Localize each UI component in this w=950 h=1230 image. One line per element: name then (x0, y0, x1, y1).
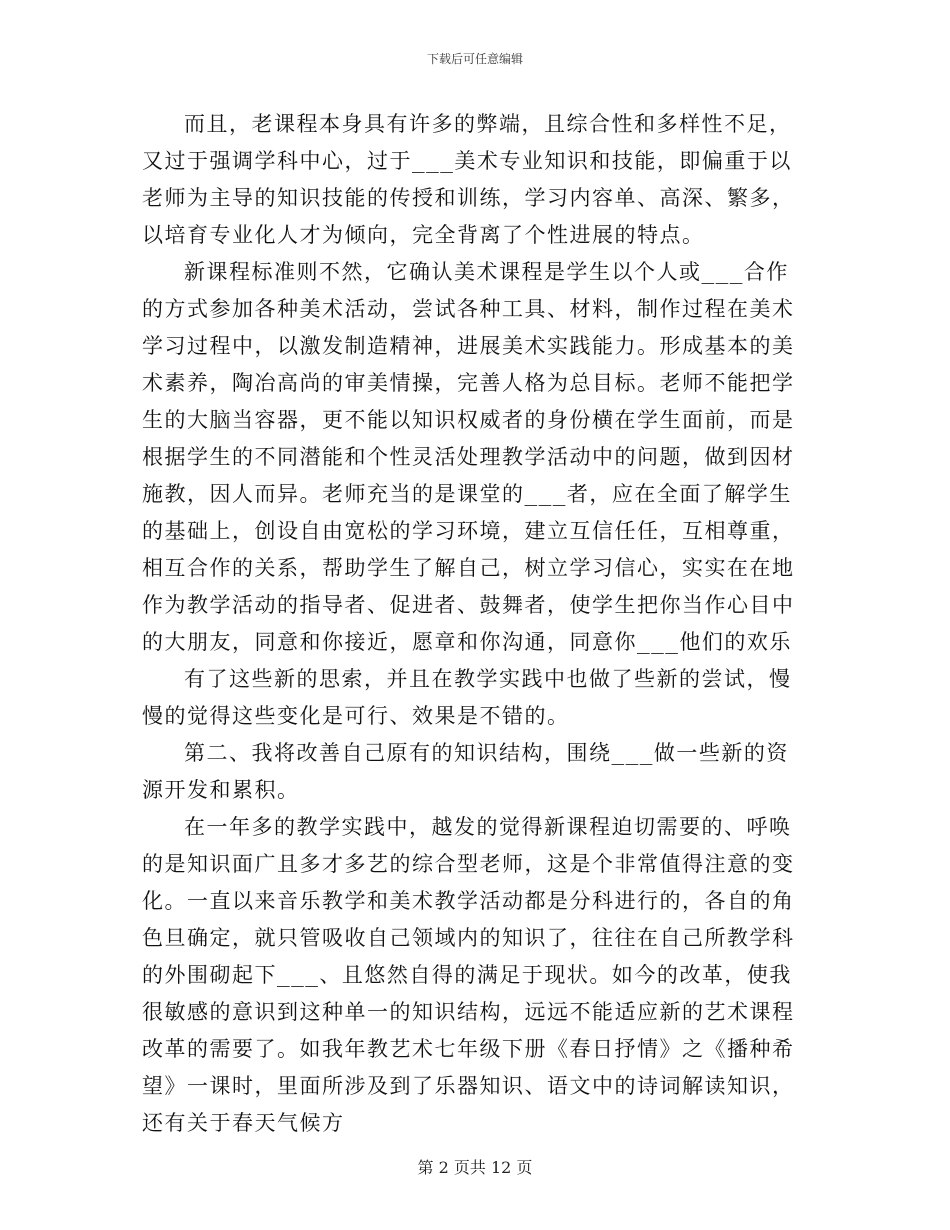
page-number: 第 2 页共 12 页 (417, 1158, 533, 1177)
paragraph-1: 而且，老课程本身具有许多的弊端，且综合性和多样性不足，又过于强调学科中心，过于___美术专业知识和技能，即偏重于以老师为主导的知识技能的传授和训练，学习内容单、高深、繁多，以培育专业化人才为倾向，完全背离了个性进展的特点。 (142, 112, 795, 247)
paragraph-4: 第二、我将改善自己原有的知识结构，围绕___做一些新的资源开发和累积。 (142, 741, 789, 802)
page-header: 下载后可任意编辑 (426, 52, 523, 66)
document-body (142, 106, 807, 1142)
paragraph-2: 新课程标准则不然，它确认美术课程是学生以个人或___合作的方式参加各种美术活动，尝试各种工具、材料，制作过程在美术学习过程中，以激发制造精神，进展美术实践能力。形成基本的美术素养，陶冶高尚的审美情操，完善人格为总目标。老师不能把学生的大脑当容器，更不能以知识权威者的身份横在学生面前，而是根据学生的不同潜能和个性灵活处理教学活动中的问题，做到因材施教，因人而异。老师充当的是课堂的___者，应在全面了解学生的基础上，创设自由宽松的学习环境，建立互信任任，互相尊重，相互合作的关系，帮助学生了解自己，树立学习信心，实实在在地作为教学活动的指导者、促进者、鼓舞者，使学生把你当作心目中的大朋友，同意和你接近，愿章和你沟通，同意你___他们的欢乐 (142, 260, 795, 654)
paragraph-3: 有了这些新的思索，并且在教学实践中也做了些新的尝试，慢慢的觉得这些变化是可行、效果是不错的。 (142, 667, 792, 728)
paragraph-5: 在一年多的教学实践中，越发的觉得新课程迫切需要的、呼唤的是知识面广且多才多艺的综合型老师，这是个非常值得注意的变化。一直以来音乐教学和美术教学活动都是分科进行的，各自的角色旦确定，就只管吸收自己领域内的知识了，往往在自己所教学科的外围砌起下___、且悠然自得的满足于现状。如今的改革，使我很敏感的意识到这种单一的知识结构，远远不能适应新的艺术课程改革的需要了。如我年教艺术七年级下册《春日抒情》之《播种希望》一课时，里面所涉及到了乐器知识、语文中的诗词解读知识，还有关于春天气候方 (142, 815, 795, 1135)
